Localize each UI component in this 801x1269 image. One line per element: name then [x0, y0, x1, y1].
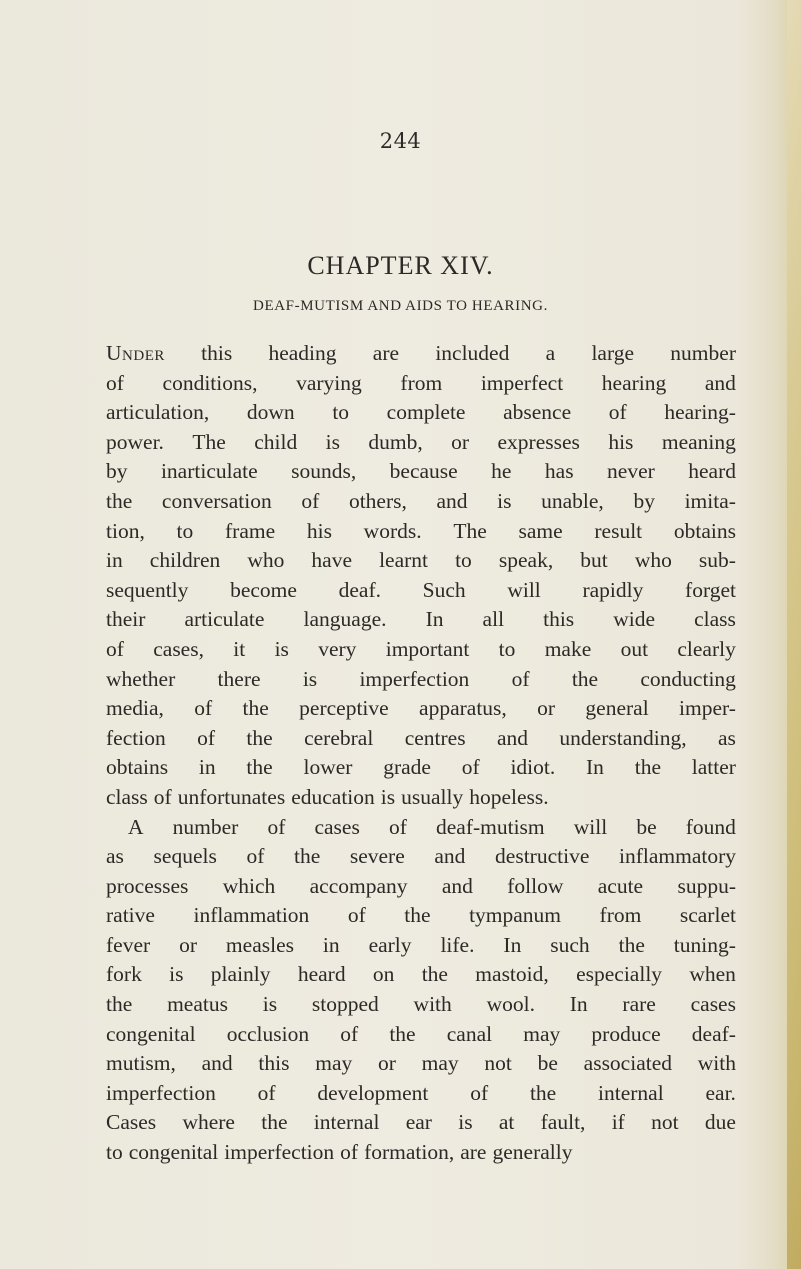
body-text	[106, 339, 736, 1168]
word: imper-	[679, 696, 736, 721]
word: may	[523, 1021, 561, 1046]
word: of	[388, 814, 407, 839]
word: of	[461, 755, 480, 780]
word: complete	[386, 400, 466, 425]
word: of	[106, 636, 124, 661]
word: the	[246, 725, 273, 750]
word: may	[421, 1051, 459, 1076]
word: the	[571, 666, 599, 691]
word: of	[267, 814, 286, 839]
text-line	[106, 1108, 736, 1138]
word: usually	[401, 784, 464, 809]
word: expresses	[497, 429, 580, 454]
text-line	[106, 1138, 736, 1168]
word: wide	[613, 607, 656, 632]
word: in	[322, 932, 340, 957]
word: of	[153, 784, 172, 809]
word: is	[380, 784, 396, 809]
text-line	[106, 339, 736, 369]
word: the	[246, 755, 273, 780]
word: conducting	[640, 666, 736, 691]
word: of	[340, 1021, 359, 1046]
page-number: 244	[379, 129, 422, 153]
word: In	[569, 992, 588, 1017]
word: not	[651, 1110, 679, 1135]
text-line	[106, 901, 736, 931]
word: found	[685, 814, 736, 839]
word: the	[106, 488, 133, 513]
word: with	[413, 992, 452, 1017]
text-line	[106, 1020, 736, 1050]
word: who	[247, 548, 285, 573]
word: of	[301, 488, 320, 513]
text-line	[106, 842, 736, 872]
word: lower	[303, 755, 353, 780]
word: who	[634, 548, 672, 573]
word: congenital	[106, 1021, 196, 1046]
word: absence	[503, 400, 572, 425]
word: included	[435, 341, 510, 365]
word: the	[634, 755, 661, 780]
word: mastoid,	[475, 962, 549, 987]
word: deaf.	[338, 577, 381, 602]
word: when	[689, 962, 736, 987]
word: internal	[313, 1110, 380, 1135]
word: conditions,	[162, 370, 258, 395]
word: or	[377, 1051, 396, 1076]
word: this	[543, 607, 575, 632]
word: from	[400, 370, 443, 395]
word: this	[258, 1051, 290, 1076]
word: of	[470, 1080, 489, 1105]
word: acute	[597, 873, 644, 898]
word: tuning-	[673, 932, 736, 957]
word: occlusion	[226, 1021, 310, 1046]
word: will	[507, 577, 541, 602]
text-line	[106, 487, 736, 517]
text-line	[106, 546, 736, 576]
word: of	[257, 1080, 276, 1105]
word: it	[233, 636, 246, 661]
word: frame	[225, 518, 276, 543]
word: hearing	[601, 370, 667, 395]
word: are	[460, 1140, 487, 1165]
word: imperfection	[224, 1140, 335, 1165]
word: follow	[507, 873, 564, 898]
word: Under	[106, 341, 165, 365]
word: obtains	[106, 755, 169, 780]
word: or	[537, 696, 556, 721]
word: forget	[685, 577, 736, 602]
word: and	[201, 1051, 233, 1076]
text-line	[106, 576, 736, 606]
word: ear	[405, 1110, 432, 1135]
text-line	[106, 960, 736, 990]
word: be	[636, 814, 657, 839]
text-line	[106, 931, 736, 961]
word: formation,	[364, 1140, 455, 1165]
word: is	[169, 962, 184, 987]
word: same	[518, 518, 563, 543]
word: conversation	[161, 488, 272, 513]
word: in	[106, 548, 123, 573]
word: to	[176, 518, 194, 543]
word: words.	[363, 518, 422, 543]
word: be	[537, 1051, 558, 1076]
word: tympanum	[469, 903, 562, 928]
word: the	[389, 1021, 416, 1046]
word: learnt	[379, 548, 429, 573]
word: The	[453, 518, 487, 543]
word: sounds,	[291, 459, 357, 484]
text-line	[106, 369, 736, 399]
word: of	[608, 400, 627, 425]
word: because	[389, 459, 458, 484]
word: apparatus,	[419, 696, 507, 721]
text-line	[106, 724, 736, 754]
word: obtains	[673, 518, 736, 543]
word: class	[694, 607, 736, 632]
word: inarticulate	[160, 459, 258, 484]
word: may	[315, 1051, 353, 1076]
word: as	[717, 725, 736, 750]
word: understanding,	[559, 725, 687, 750]
word: associated	[583, 1051, 673, 1076]
word: of	[246, 844, 265, 869]
word: processes	[106, 873, 189, 898]
word: tion,	[106, 518, 145, 543]
word: latter	[691, 755, 736, 780]
word: dumb,	[368, 429, 423, 454]
word: is	[262, 992, 278, 1017]
word: large	[591, 341, 635, 365]
word: and	[436, 488, 468, 513]
word: In	[586, 755, 604, 780]
word: and	[434, 844, 466, 869]
word: plainly	[210, 962, 271, 987]
word: the	[529, 1080, 557, 1105]
word: down	[246, 400, 295, 425]
word: his	[306, 518, 332, 543]
word: clearly	[677, 636, 736, 661]
word: language.	[303, 607, 387, 632]
word: idiot.	[510, 755, 556, 780]
word: the	[618, 932, 645, 957]
word: In	[503, 932, 522, 957]
word: the	[242, 696, 269, 721]
word: is	[274, 636, 289, 661]
word: a	[545, 341, 556, 365]
word: become	[230, 577, 297, 602]
text-line	[106, 1049, 736, 1079]
chapter-title: CHAPTER XIV.	[307, 251, 494, 280]
word: is	[497, 488, 512, 513]
word: sequently	[106, 577, 189, 602]
word: canal	[446, 1021, 493, 1046]
word: mutism,	[106, 1051, 176, 1076]
word: out	[620, 636, 649, 661]
word: internal	[598, 1080, 664, 1105]
word: Such	[422, 577, 466, 602]
word: rare	[622, 992, 656, 1017]
text-line	[106, 635, 736, 665]
word: sub-	[698, 548, 736, 573]
word: children	[149, 548, 221, 573]
word: his	[608, 429, 634, 454]
word: there	[217, 666, 261, 691]
word: inflammation	[193, 903, 310, 928]
text-line	[106, 990, 736, 1020]
word: to	[106, 1140, 123, 1165]
word: by	[106, 459, 128, 484]
word: education	[291, 784, 375, 809]
text-line	[106, 783, 736, 813]
text-line	[106, 398, 736, 428]
word: cases,	[153, 636, 204, 661]
word: such	[550, 932, 590, 957]
word: perceptive	[299, 696, 389, 721]
text-line	[106, 813, 736, 843]
word: will	[573, 814, 608, 839]
text-line	[106, 605, 736, 635]
word: the	[106, 992, 133, 1017]
word: this	[201, 341, 233, 365]
word: or	[451, 429, 470, 454]
word: rapidly	[582, 577, 644, 602]
word: has	[544, 459, 574, 484]
word: hearing-	[664, 400, 736, 425]
word: life.	[440, 932, 475, 957]
word: cases	[690, 992, 736, 1017]
text-line	[106, 694, 736, 724]
word: cerebral	[304, 725, 374, 750]
word: with	[697, 1051, 736, 1076]
word: development	[317, 1080, 429, 1105]
word: he	[491, 459, 512, 484]
word: centres	[404, 725, 466, 750]
word: due	[704, 1110, 736, 1135]
word: media,	[106, 696, 164, 721]
word: inflammatory	[618, 844, 736, 869]
word: or	[179, 932, 197, 957]
word: power.	[106, 429, 164, 454]
word: heard	[297, 962, 346, 987]
word: produce	[591, 1021, 661, 1046]
word: deaf-mutism	[435, 814, 545, 839]
word: if	[611, 1110, 625, 1135]
word: and	[441, 873, 473, 898]
word: A	[128, 814, 144, 839]
text-line	[106, 517, 736, 547]
word: and	[496, 725, 529, 750]
word: at	[498, 1110, 515, 1135]
word: of	[347, 903, 366, 928]
word: unfortunates	[177, 784, 286, 809]
word: but	[580, 548, 608, 573]
word: child	[254, 429, 298, 454]
word: unable,	[541, 488, 604, 513]
word: is	[302, 666, 318, 691]
text-line	[106, 428, 736, 458]
word: measles	[225, 932, 294, 957]
word: of	[194, 696, 213, 721]
text-line	[106, 665, 736, 695]
word: especially	[576, 962, 663, 987]
word: destructive	[495, 844, 590, 869]
word: accompany	[309, 873, 408, 898]
word: which	[222, 873, 276, 898]
text-line	[106, 753, 736, 783]
word: hopeless.	[469, 784, 549, 809]
word: grade	[383, 755, 431, 780]
word: ear.	[705, 1080, 736, 1105]
word: the	[421, 962, 448, 987]
word: result	[594, 518, 643, 543]
word: sequels	[153, 844, 217, 869]
word: of	[511, 666, 530, 691]
word: imperfect	[480, 370, 564, 395]
word: whether	[106, 666, 176, 691]
word: the	[261, 1110, 288, 1135]
word: speak,	[498, 548, 554, 573]
word: heard	[688, 459, 736, 484]
word: heading	[268, 341, 337, 365]
word: general	[585, 696, 649, 721]
word: their	[106, 607, 146, 632]
word: imita-	[684, 488, 736, 513]
text-line	[106, 872, 736, 902]
word: number	[670, 341, 736, 365]
word: others,	[348, 488, 407, 513]
word: fever	[106, 932, 151, 957]
word: number	[172, 814, 239, 839]
word: never	[607, 459, 655, 484]
word: from	[599, 903, 642, 928]
word: the	[404, 903, 431, 928]
word: congenital	[128, 1140, 219, 1165]
word: meaning	[661, 429, 736, 454]
word: fork	[106, 962, 142, 987]
word: to	[455, 548, 472, 573]
word: to	[332, 400, 350, 425]
word: cases	[314, 814, 360, 839]
text-line	[106, 457, 736, 487]
word: where	[182, 1110, 235, 1135]
word: is	[458, 1110, 473, 1135]
word: severe	[349, 844, 405, 869]
word: of	[197, 725, 216, 750]
word: generally	[492, 1140, 573, 1165]
word: not	[484, 1051, 512, 1076]
word: to	[498, 636, 516, 661]
word: early	[368, 932, 412, 957]
word: on	[372, 962, 395, 987]
word: have	[311, 548, 352, 573]
word: wool.	[486, 992, 535, 1017]
word: In	[425, 607, 444, 632]
text-line	[106, 1079, 736, 1109]
word: stopped	[311, 992, 379, 1017]
word: important	[385, 636, 470, 661]
page-edge-stain	[787, 0, 801, 1269]
word: scarlet	[679, 903, 736, 928]
word: imperfection	[106, 1080, 216, 1105]
chapter-subtitle: DEAF-MUTISM AND AIDS TO HEARING.	[253, 298, 548, 314]
word: varying	[296, 370, 362, 395]
word: fection	[106, 725, 166, 750]
word: articulation,	[106, 400, 210, 425]
word: all	[482, 607, 505, 632]
word: articulate	[184, 607, 265, 632]
word: Cases	[106, 1110, 157, 1135]
word: in	[198, 755, 216, 780]
word: imperfection	[359, 666, 470, 691]
word: deaf-	[691, 1021, 736, 1046]
word: are	[372, 341, 400, 365]
word: the	[293, 844, 321, 869]
word: meatus	[167, 992, 228, 1017]
word: of	[340, 1140, 359, 1165]
word: fault,	[540, 1110, 586, 1135]
word: make	[544, 636, 592, 661]
word: suppu-	[677, 873, 736, 898]
word: and	[704, 370, 736, 395]
word: as	[106, 844, 124, 869]
word: by	[633, 488, 655, 513]
word: The	[192, 429, 226, 454]
word: very	[318, 636, 357, 661]
word: is	[325, 429, 340, 454]
word: of	[106, 370, 124, 395]
word: rative	[106, 903, 155, 928]
word: class	[106, 784, 148, 809]
